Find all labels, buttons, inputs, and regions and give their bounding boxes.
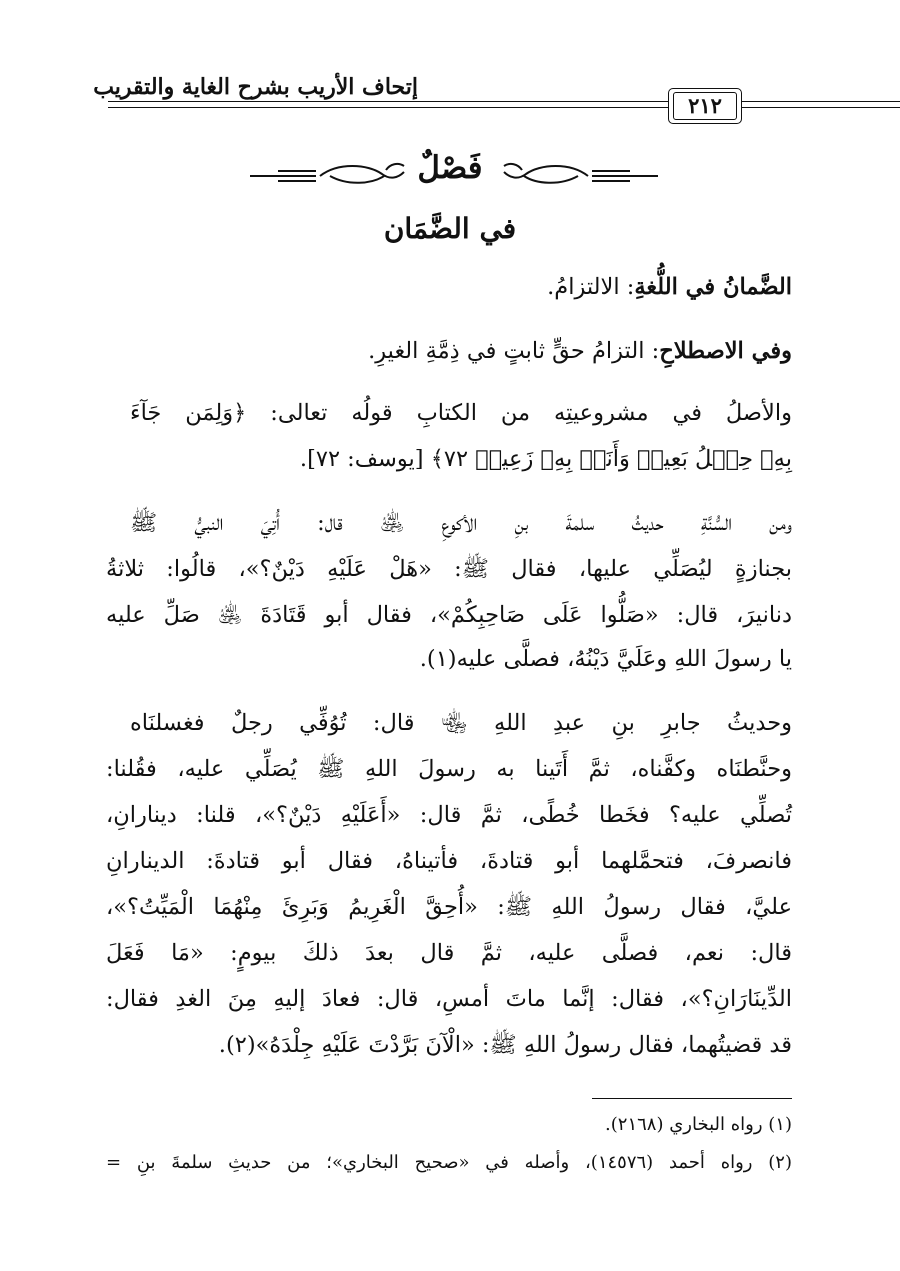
section-heading: فَصْلٌ bbox=[417, 150, 483, 186]
hadith-jabir-line-1: وحديثُ جابرِ بنِ عبدِ اللهِ ﵄ قال: تُوُفِّي رجلٌ فغسلنَاه bbox=[130, 710, 792, 736]
hadith-salama-line-1: ومن السُّنَّةِ حديثُ سلمةَ بنِ الأكوعِ ﵁ قال: أُتِيَ النبيُّ ﷺ bbox=[130, 510, 792, 536]
evidence-quran-line-2: بِهِۦ حِمۡلُ بَعِيرٖ وَأَنَا۠ بِهِۦ زَعِيمٞ ٧٢﴾ [يوسف: ٧٢]. bbox=[299, 446, 792, 472]
hadith-salama-line-4: يا رسولَ اللهِ وعَلَيَّ دَيْنُهُ، فصلَّى عليه(١). bbox=[419, 646, 792, 672]
hadith-jabir-line-3: تُصلِّي عليه؟ فخَطا خُطًى، ثمَّ قال: «أَعَلَيْهِ دَيْنٌ؟»، قلنا: دينارانِ، bbox=[106, 802, 792, 828]
hadith-jabir-line-6: قال: نعم، فصلَّى عليه، ثمَّ قال بعدَ ذلكَ بيومٍ: «مَا فَعَلَ bbox=[106, 940, 792, 966]
hadith-jabir-line-8: قد قضيتُهما، فقال رسولُ اللهِ ﷺ: «الْآنَ بَرَّدْتَ عَلَيْهِ جِلْدَهُ»(٢). bbox=[218, 1032, 792, 1058]
definition-technical bbox=[368, 340, 792, 363]
footnote-1: (١) رواه البخاري (٢١٦٨). bbox=[605, 1114, 792, 1135]
section-subheading: في الضَّمَان bbox=[383, 212, 517, 245]
evidence-quran-line-1: والأصلُ في مشروعيتِه من الكتابِ قولُه تعالى: ﴿وَلِمَن جَآءَ bbox=[130, 400, 792, 426]
definition-technical-text: : التزامُ حقٍّ ثابتٍ في ذِمَّةِ الغيرِ. bbox=[368, 338, 660, 364]
header-rule-right bbox=[744, 101, 790, 108]
hadith-jabir-line-4: فانصرفَ، فتحمَّلهما أبو قتادةَ، فأتيناهُ، فقال أبو قتادةَ: الدينارانِ bbox=[106, 848, 792, 874]
hadith-jabir-line-5: عليَّ، فقال رسولُ اللهِ ﷺ: «أُحِقَّ الْغَرِيمُ وَبَرِئَ مِنْهُمَا الْمَيِّتُ؟»، bbox=[106, 894, 792, 920]
footnote-2: (٢) رواه أحمد (١٤٥٧٦)، وأصله في «صحيح البخاري»؛ من حديثِ سلمةَ بنِ = bbox=[106, 1152, 792, 1173]
term-technical: وفي الاصطلاحِ bbox=[659, 338, 792, 364]
term-linguistic: الضَّمانُ في اللُّغةِ bbox=[634, 274, 792, 300]
definition-linguistic bbox=[547, 276, 792, 299]
footnote-rule bbox=[592, 1098, 792, 1099]
hadith-salama-line-3: دنانيرَ، قال: «صَلُّوا عَلَى صَاحِبِكُمْ»، فقال أبو قَتَادَةَ ﵁ صَلِّ عليه bbox=[106, 602, 792, 628]
running-title: إتحاف الأريب بشرح الغاية والتقريب bbox=[93, 74, 418, 100]
hadith-jabir-line-2: وحنَّطنَاه وكفَّناه، ثمَّ أَتَينا به رسولَ اللهِ ﷺ يُصَلِّي عليه، فقُلنا: bbox=[106, 756, 792, 782]
page-number-frame bbox=[668, 88, 742, 124]
hadith-jabir-line-7: الدِّينَارَانِ؟»، فقال: إنَّما ماتَ أمسِ، قال: فعادَ إليهِ مِنَ الغدِ فقال: bbox=[106, 986, 792, 1012]
definition-linguistic-text: : الالتزامُ. bbox=[547, 274, 635, 300]
page-number: ٢١٢ bbox=[688, 93, 722, 118]
hadith-salama-line-2: بجنازةٍ ليُصَلِّي عليها، فقال ﷺ: «هَلْ عَلَيْهِ دَيْنٌ؟»، قالُوا: ثلاثةُ bbox=[106, 556, 792, 582]
